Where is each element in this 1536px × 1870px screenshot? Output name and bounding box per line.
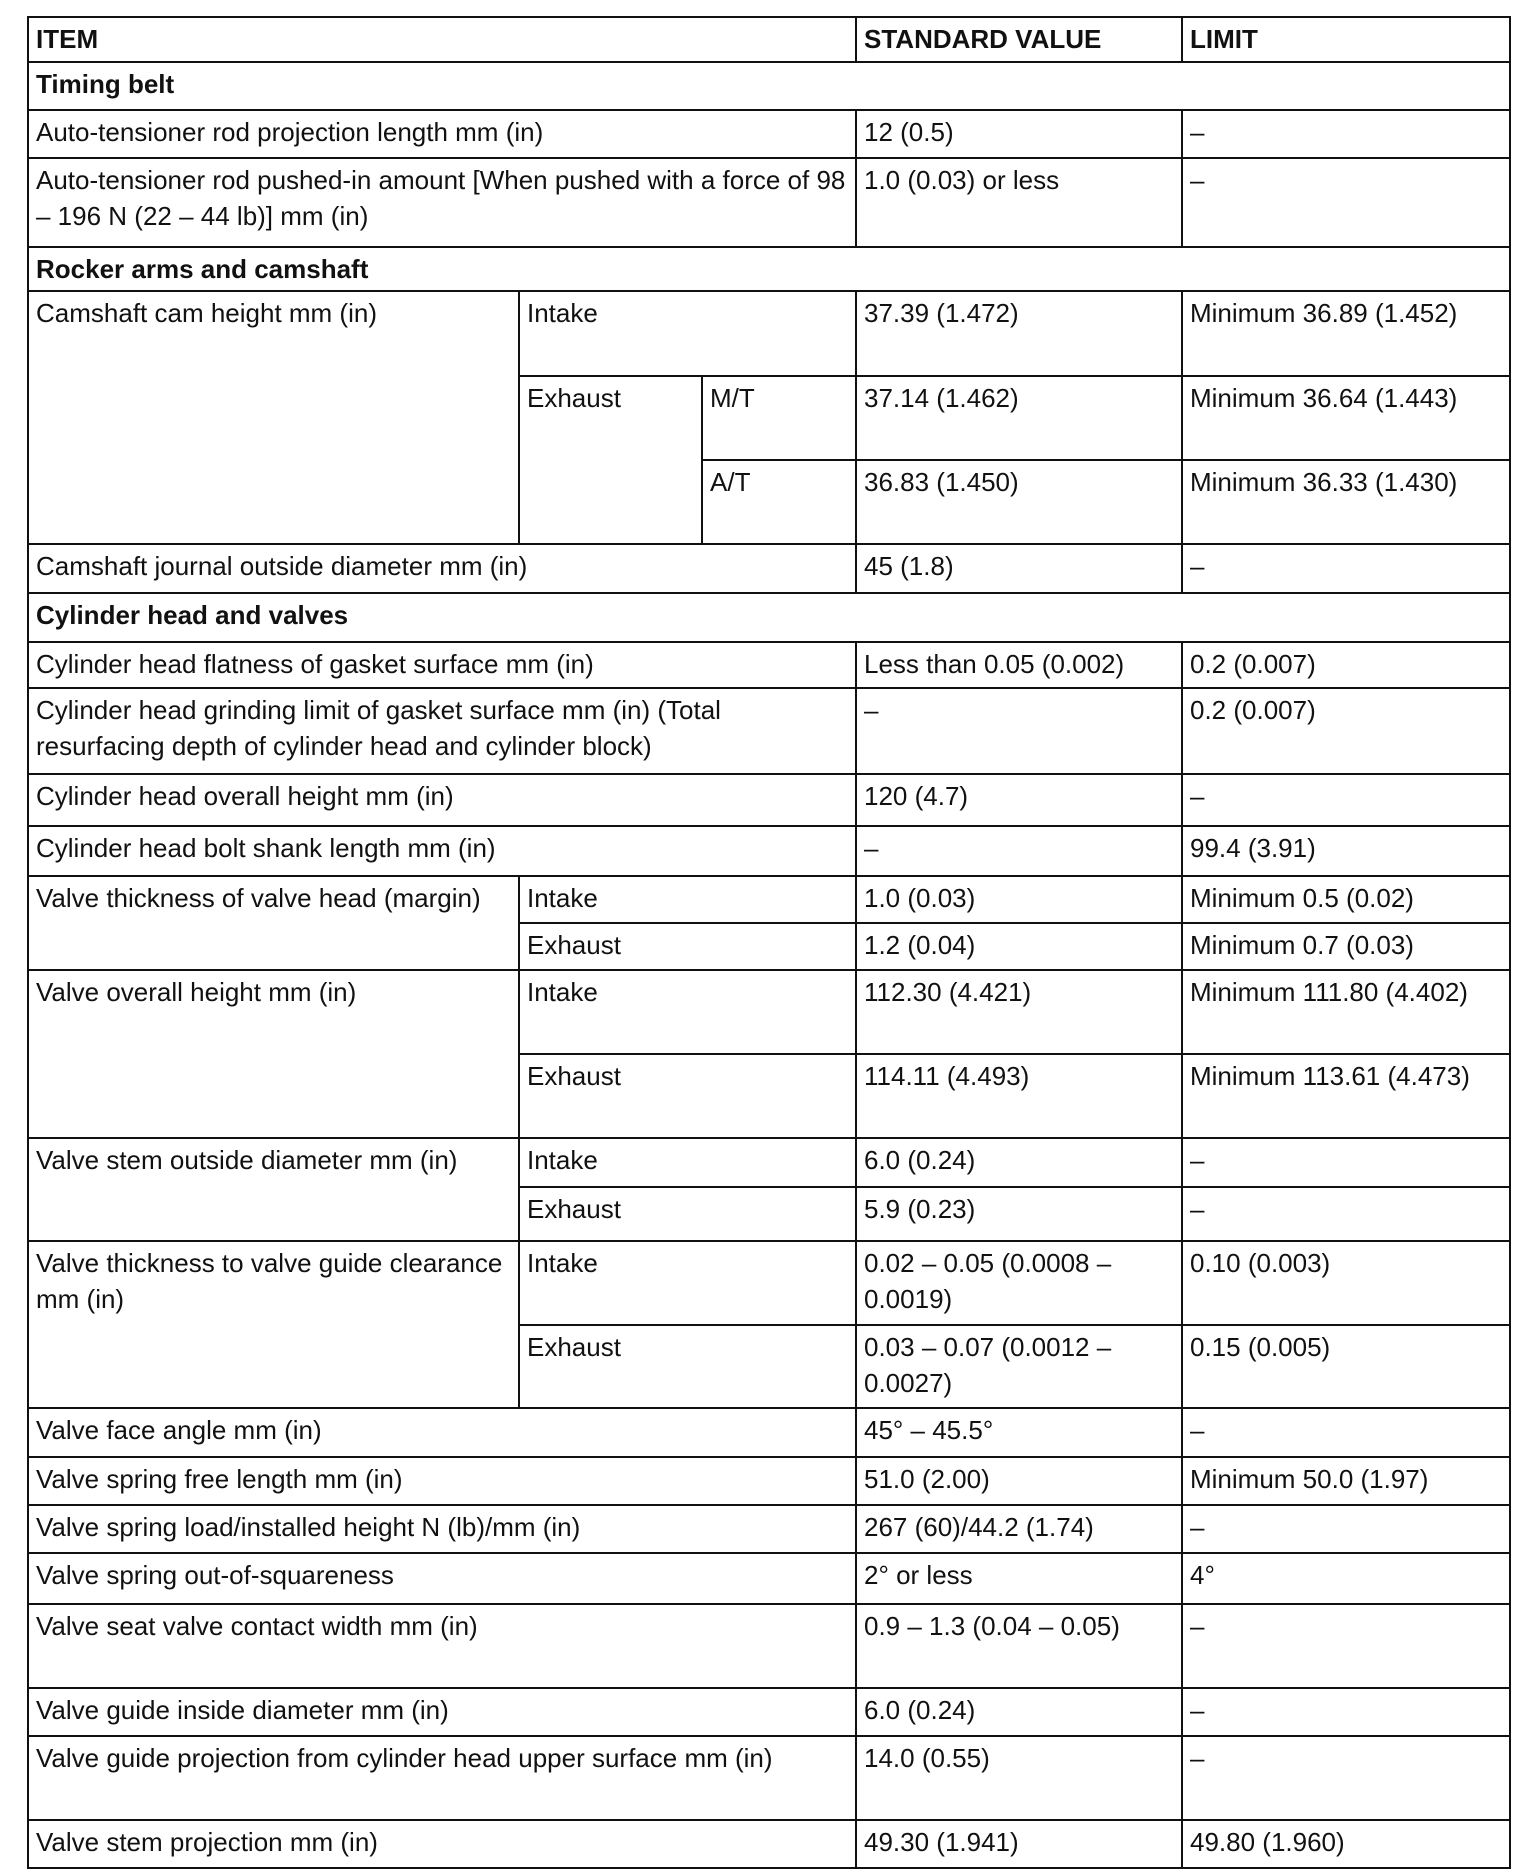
sub-cell: Exhaust <box>520 924 857 971</box>
standard-cell: 6.0 (0.24) <box>857 1139 1183 1188</box>
header-limit: LIMIT <box>1183 18 1511 63</box>
standard-cell: Less than 0.05 (0.002) <box>857 643 1183 689</box>
limit-cell: – <box>1183 159 1511 248</box>
standard-cell: 12 (0.5) <box>857 111 1183 159</box>
limit-cell: – <box>1183 1506 1511 1554</box>
limit-cell: 49.80 (1.960) <box>1183 1821 1511 1869</box>
sub-cell: Intake <box>520 971 857 1055</box>
standard-cell: – <box>857 827 1183 877</box>
limit-cell: – <box>1183 775 1511 827</box>
standard-cell: 2° or less <box>857 1554 1183 1605</box>
sub-cell: M/T <box>703 377 857 461</box>
section-timing-belt: Timing belt <box>29 63 1511 111</box>
limit-cell: Minimum 113.61 (4.473) <box>1183 1055 1511 1139</box>
standard-cell: 114.11 (4.493) <box>857 1055 1183 1139</box>
limit-cell: Minimum 36.89 (1.452) <box>1183 292 1511 377</box>
limit-cell: Minimum 36.33 (1.430) <box>1183 461 1511 545</box>
limit-cell: – <box>1183 1409 1511 1458</box>
standard-cell: 0.9 – 1.3 (0.04 – 0.05) <box>857 1605 1183 1689</box>
item-cell: Camshaft journal outside diameter mm (in) <box>29 545 857 594</box>
limit-cell: – <box>1183 1737 1511 1821</box>
item-cell: Valve spring load/installed height N (lb)/mm (in) <box>29 1506 857 1554</box>
limit-cell: Minimum 0.5 (0.02) <box>1183 877 1511 924</box>
limit-cell: Minimum 36.64 (1.443) <box>1183 377 1511 461</box>
sub-cell: Exhaust <box>520 1055 857 1139</box>
sub-cell: Exhaust <box>520 377 703 545</box>
spec-table <box>27 16 1511 1869</box>
sub-cell: Intake <box>520 1139 857 1188</box>
item-cell: Cylinder head overall height mm (in) <box>29 775 857 827</box>
item-cell: Valve face angle mm (in) <box>29 1409 857 1458</box>
standard-cell: 45 (1.8) <box>857 545 1183 594</box>
section-cylinder-head: Cylinder head and valves <box>29 594 1511 643</box>
limit-cell: – <box>1183 1139 1511 1188</box>
item-cell: Cylinder head flatness of gasket surface mm (in) <box>29 643 857 689</box>
item-cell: Valve guide inside diameter mm (in) <box>29 1689 857 1737</box>
sub-cell: Intake <box>520 292 857 377</box>
sub-cell: A/T <box>703 461 857 545</box>
sub-cell: Intake <box>520 877 857 924</box>
item-cell: Cylinder head grinding limit of gasket surface mm (in) (Total resurfacing depth of cylinder head and cylinder block) <box>29 689 857 775</box>
standard-cell: – <box>857 689 1183 775</box>
sub-cell: Intake <box>520 1242 857 1326</box>
item-cell: Valve overall height mm (in) <box>29 971 520 1139</box>
standard-cell: 5.9 (0.23) <box>857 1188 1183 1242</box>
limit-cell: – <box>1183 545 1511 594</box>
item-cell: Auto-tensioner rod pushed-in amount [When pushed with a force of 98 – 196 N (22 – 44 lb)] mm (in) <box>29 159 857 248</box>
item-cell: Auto-tensioner rod projection length mm (in) <box>29 111 857 159</box>
limit-cell: 0.2 (0.007) <box>1183 643 1511 689</box>
item-cell: Valve guide projection from cylinder head upper surface mm (in) <box>29 1737 857 1821</box>
item-cell: Valve spring out-of-squareness <box>29 1554 857 1605</box>
limit-cell: 0.10 (0.003) <box>1183 1242 1511 1326</box>
section-rocker-arms: Rocker arms and camshaft <box>29 248 1511 292</box>
limit-cell: – <box>1183 1188 1511 1242</box>
item-cell: Valve thickness of valve head (margin) <box>29 877 520 971</box>
header-standard-value: STANDARD VALUE <box>857 18 1183 63</box>
standard-cell: 267 (60)/44.2 (1.74) <box>857 1506 1183 1554</box>
sub-cell: Exhaust <box>520 1188 857 1242</box>
standard-cell: 14.0 (0.55) <box>857 1737 1183 1821</box>
item-cell: Cylinder head bolt shank length mm (in) <box>29 827 857 877</box>
standard-cell: 51.0 (2.00) <box>857 1458 1183 1506</box>
item-cell: Valve stem outside diameter mm (in) <box>29 1139 520 1242</box>
sub-cell: Exhaust <box>520 1326 857 1409</box>
standard-cell: 45° – 45.5° <box>857 1409 1183 1458</box>
limit-cell: Minimum 111.80 (4.402) <box>1183 971 1511 1055</box>
limit-cell: 0.2 (0.007) <box>1183 689 1511 775</box>
limit-cell: – <box>1183 1689 1511 1737</box>
standard-cell: 49.30 (1.941) <box>857 1821 1183 1869</box>
standard-cell: 1.2 (0.04) <box>857 924 1183 971</box>
standard-cell: 37.39 (1.472) <box>857 292 1183 377</box>
standard-cell: 112.30 (4.421) <box>857 971 1183 1055</box>
standard-cell: 0.03 – 0.07 (0.0012 – 0.0027) <box>857 1326 1183 1409</box>
standard-cell: 6.0 (0.24) <box>857 1689 1183 1737</box>
header-item: ITEM <box>29 18 857 63</box>
item-cell: Valve seat valve contact width mm (in) <box>29 1605 857 1689</box>
limit-cell: – <box>1183 111 1511 159</box>
standard-cell: 37.14 (1.462) <box>857 377 1183 461</box>
limit-cell: 4° <box>1183 1554 1511 1605</box>
standard-cell: 1.0 (0.03) or less <box>857 159 1183 248</box>
item-cell: Camshaft cam height mm (in) <box>29 292 520 545</box>
standard-cell: 0.02 – 0.05 (0.0008 – 0.0019) <box>857 1242 1183 1326</box>
limit-cell: 99.4 (3.91) <box>1183 827 1511 877</box>
standard-cell: 1.0 (0.03) <box>857 877 1183 924</box>
limit-cell: Minimum 0.7 (0.03) <box>1183 924 1511 971</box>
item-cell: Valve thickness to valve guide clearance mm (in) <box>29 1242 520 1409</box>
limit-cell: Minimum 50.0 (1.97) <box>1183 1458 1511 1506</box>
limit-cell: – <box>1183 1605 1511 1689</box>
limit-cell: 0.15 (0.005) <box>1183 1326 1511 1409</box>
standard-cell: 120 (4.7) <box>857 775 1183 827</box>
standard-cell: 36.83 (1.450) <box>857 461 1183 545</box>
item-cell: Valve stem projection mm (in) <box>29 1821 857 1869</box>
item-cell: Valve spring free length mm (in) <box>29 1458 857 1506</box>
